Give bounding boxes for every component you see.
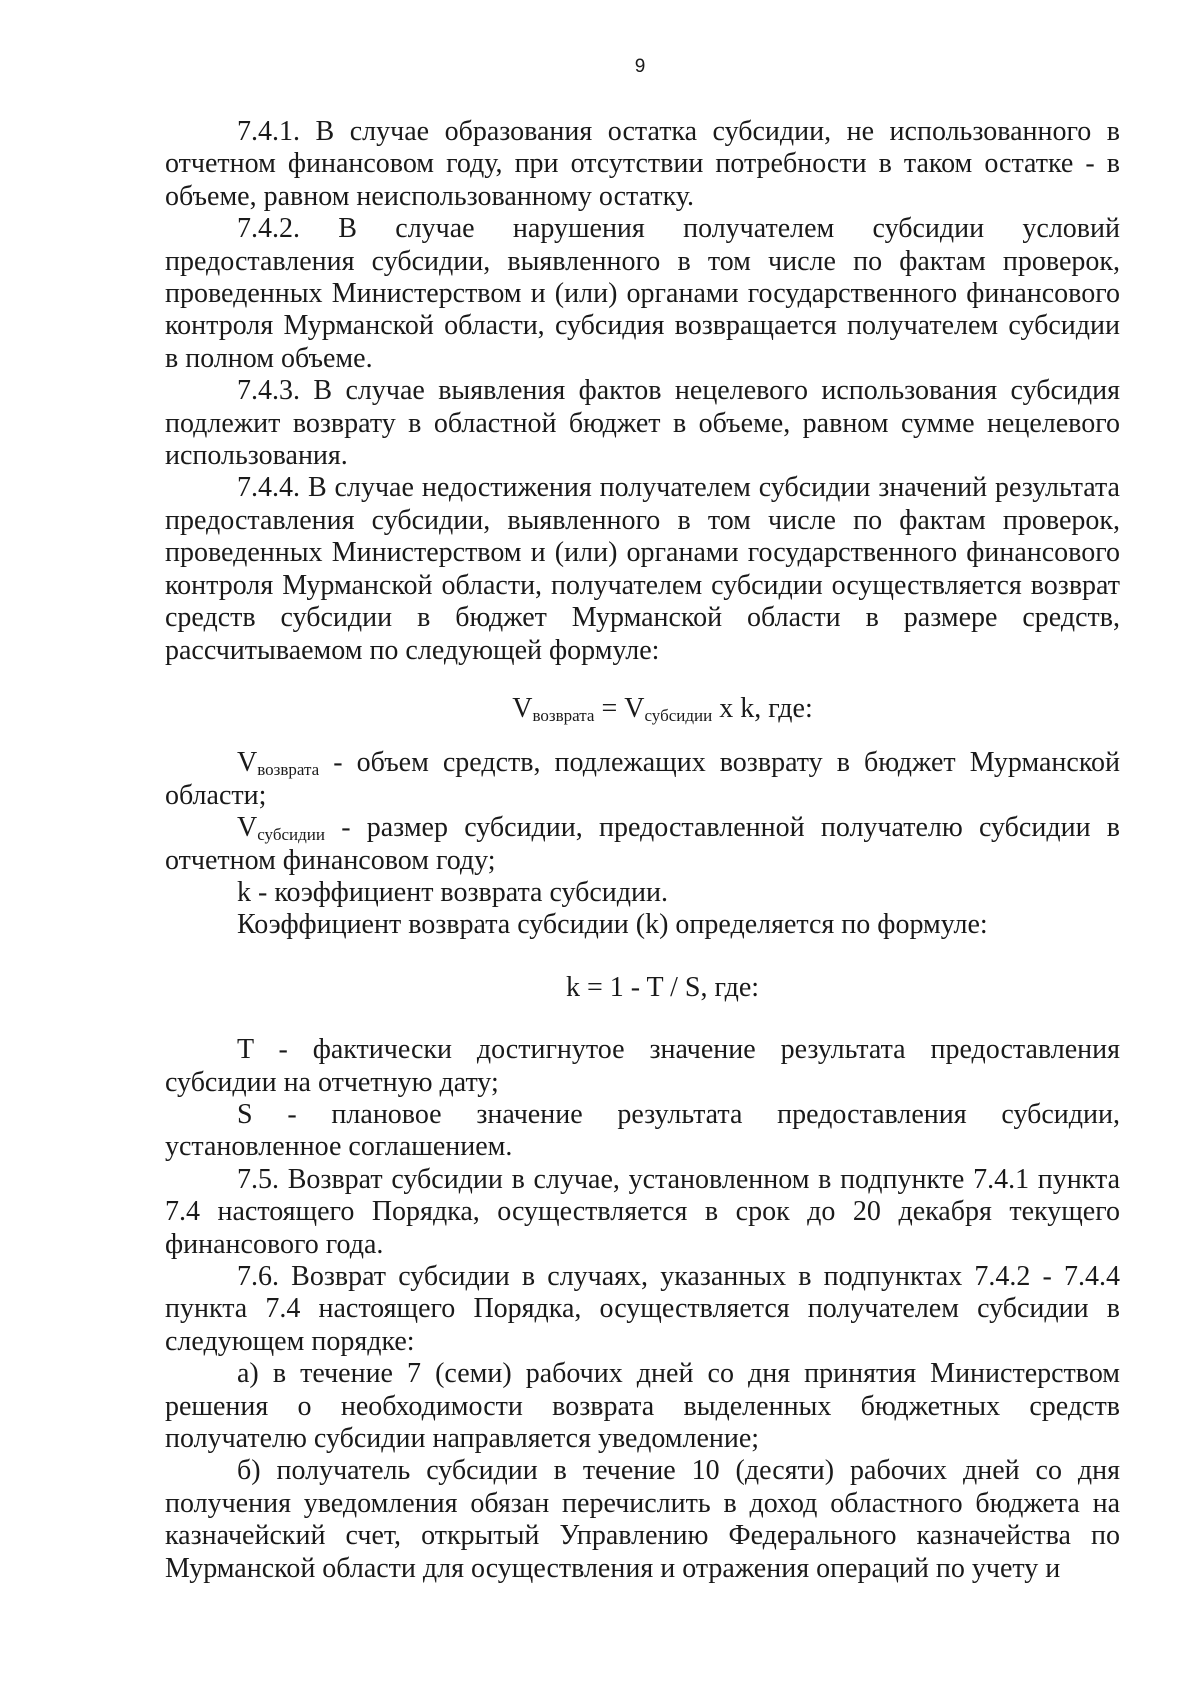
definition-v-return-subscript: возврата	[257, 760, 320, 780]
definition-k: k - коэффициент возврата субсидии.	[237, 876, 669, 908]
paragraph-7-6-a: а) в течение 7 (семи) рабочих дней со дня принятия Министерством решения о необходимости возврата выделенных бюджетных средств получателю субсидии направляется уведомление;	[165, 1358, 1120, 1455]
paragraph-7-4-1: 7.4.1. В случае образования остатка субсидии, не использованного в отчетном финансовом году, при отсутствии потребности в таком остатке - в объеме, равном неиспользованному остатку.	[165, 116, 1120, 212]
definition-v-return	[165, 747, 1120, 812]
formula-v-return	[165, 693, 1120, 725]
k-formula-intro: Коэффициент возврата субсидии (k) определяется по формуле:	[237, 909, 988, 941]
paragraph-7-6: 7.6. Возврат субсидии в случаях, указанных в подпунктах 7.4.2 - 7.4.4 пункта 7.4 настоящего Порядка, осуществляется получателем субсидии в следующем порядке:	[165, 1261, 1120, 1357]
paragraph-7-4-2: 7.4.2. В случае нарушения получателем субсидии условий предоставления субсидии, выявленного в том числе по фактам проверок, проведенных Министерством и (или) органами государственного финансового контроля Мурманской области, субсидия возвращается получателем субсидии в полном объеме.	[165, 213, 1120, 374]
definition-v-return-text: - объем средств, подлежащих возврату в бюджет Мурманской области;	[165, 747, 1120, 811]
definition-t: T - фактически достигнутое значение результата предоставления субсидии на отчетную дату;	[165, 1034, 1120, 1098]
formula-symbol-v-2: V	[624, 692, 645, 724]
definition-s: S - плановое значение результата предоставления субсидии, установленное соглашением.	[165, 1098, 1120, 1163]
document-body	[165, 116, 1120, 1585]
definition-v-subsidy-text: - размер субсидии, предоставленной получателю субсидии в отчетном финансовом году;	[165, 812, 1120, 876]
paragraph-7-6-b: б) получатель субсидии в течение 10 (десяти) рабочих дней со дня получения уведомления обязан перечислить в доход областного бюджета на казначейский счет, открытый Управлению Федерального казначейства по Мурманской области для осуществления и отражения операций по учету и	[165, 1455, 1120, 1584]
formula-symbol-v: V	[512, 692, 533, 724]
formula-subscript-subsidy: субсидии	[644, 705, 713, 725]
paragraph-7-4-3: 7.4.3. В случае выявления фактов нецелевого использования субсидия подлежит возврату в областной бюджет в объеме, равном сумме нецелевого использования.	[165, 375, 1120, 472]
formula-rest: x k, где:	[712, 692, 813, 724]
definition-v-subsidy-symbol: V	[237, 812, 258, 844]
paragraph-7-5: 7.5. Возврат субсидии в случае, установленном в подпункте 7.4.1 пункта 7.4 настоящего Порядка, осуществляется в срок до 20 декабря текущего финансового года.	[165, 1163, 1120, 1260]
formula-subscript-return: возврата	[532, 705, 595, 725]
definition-v-subsidy-subscript: субсидии	[257, 825, 325, 845]
definition-v-return-symbol: V	[237, 747, 258, 779]
definition-v-subsidy	[165, 812, 1120, 877]
page-number: 9	[634, 56, 646, 77]
formula-k: k = 1 - T / S, где:	[565, 971, 760, 1003]
formula-equals: =	[594, 692, 625, 724]
paragraph-7-4-4: 7.4.4. В случае недостижения получателем субсидии значений результата предоставления субсидии, выявленного в том числе по фактам проверок, проведенных Министерством и (или) органами государственного финансового контроля Мурманской области, получателем субсидии осуществляется возврат средств субсидии в бюджет Мурманской области в размере средств, рассчитываемом по следующей формуле:	[165, 472, 1120, 666]
